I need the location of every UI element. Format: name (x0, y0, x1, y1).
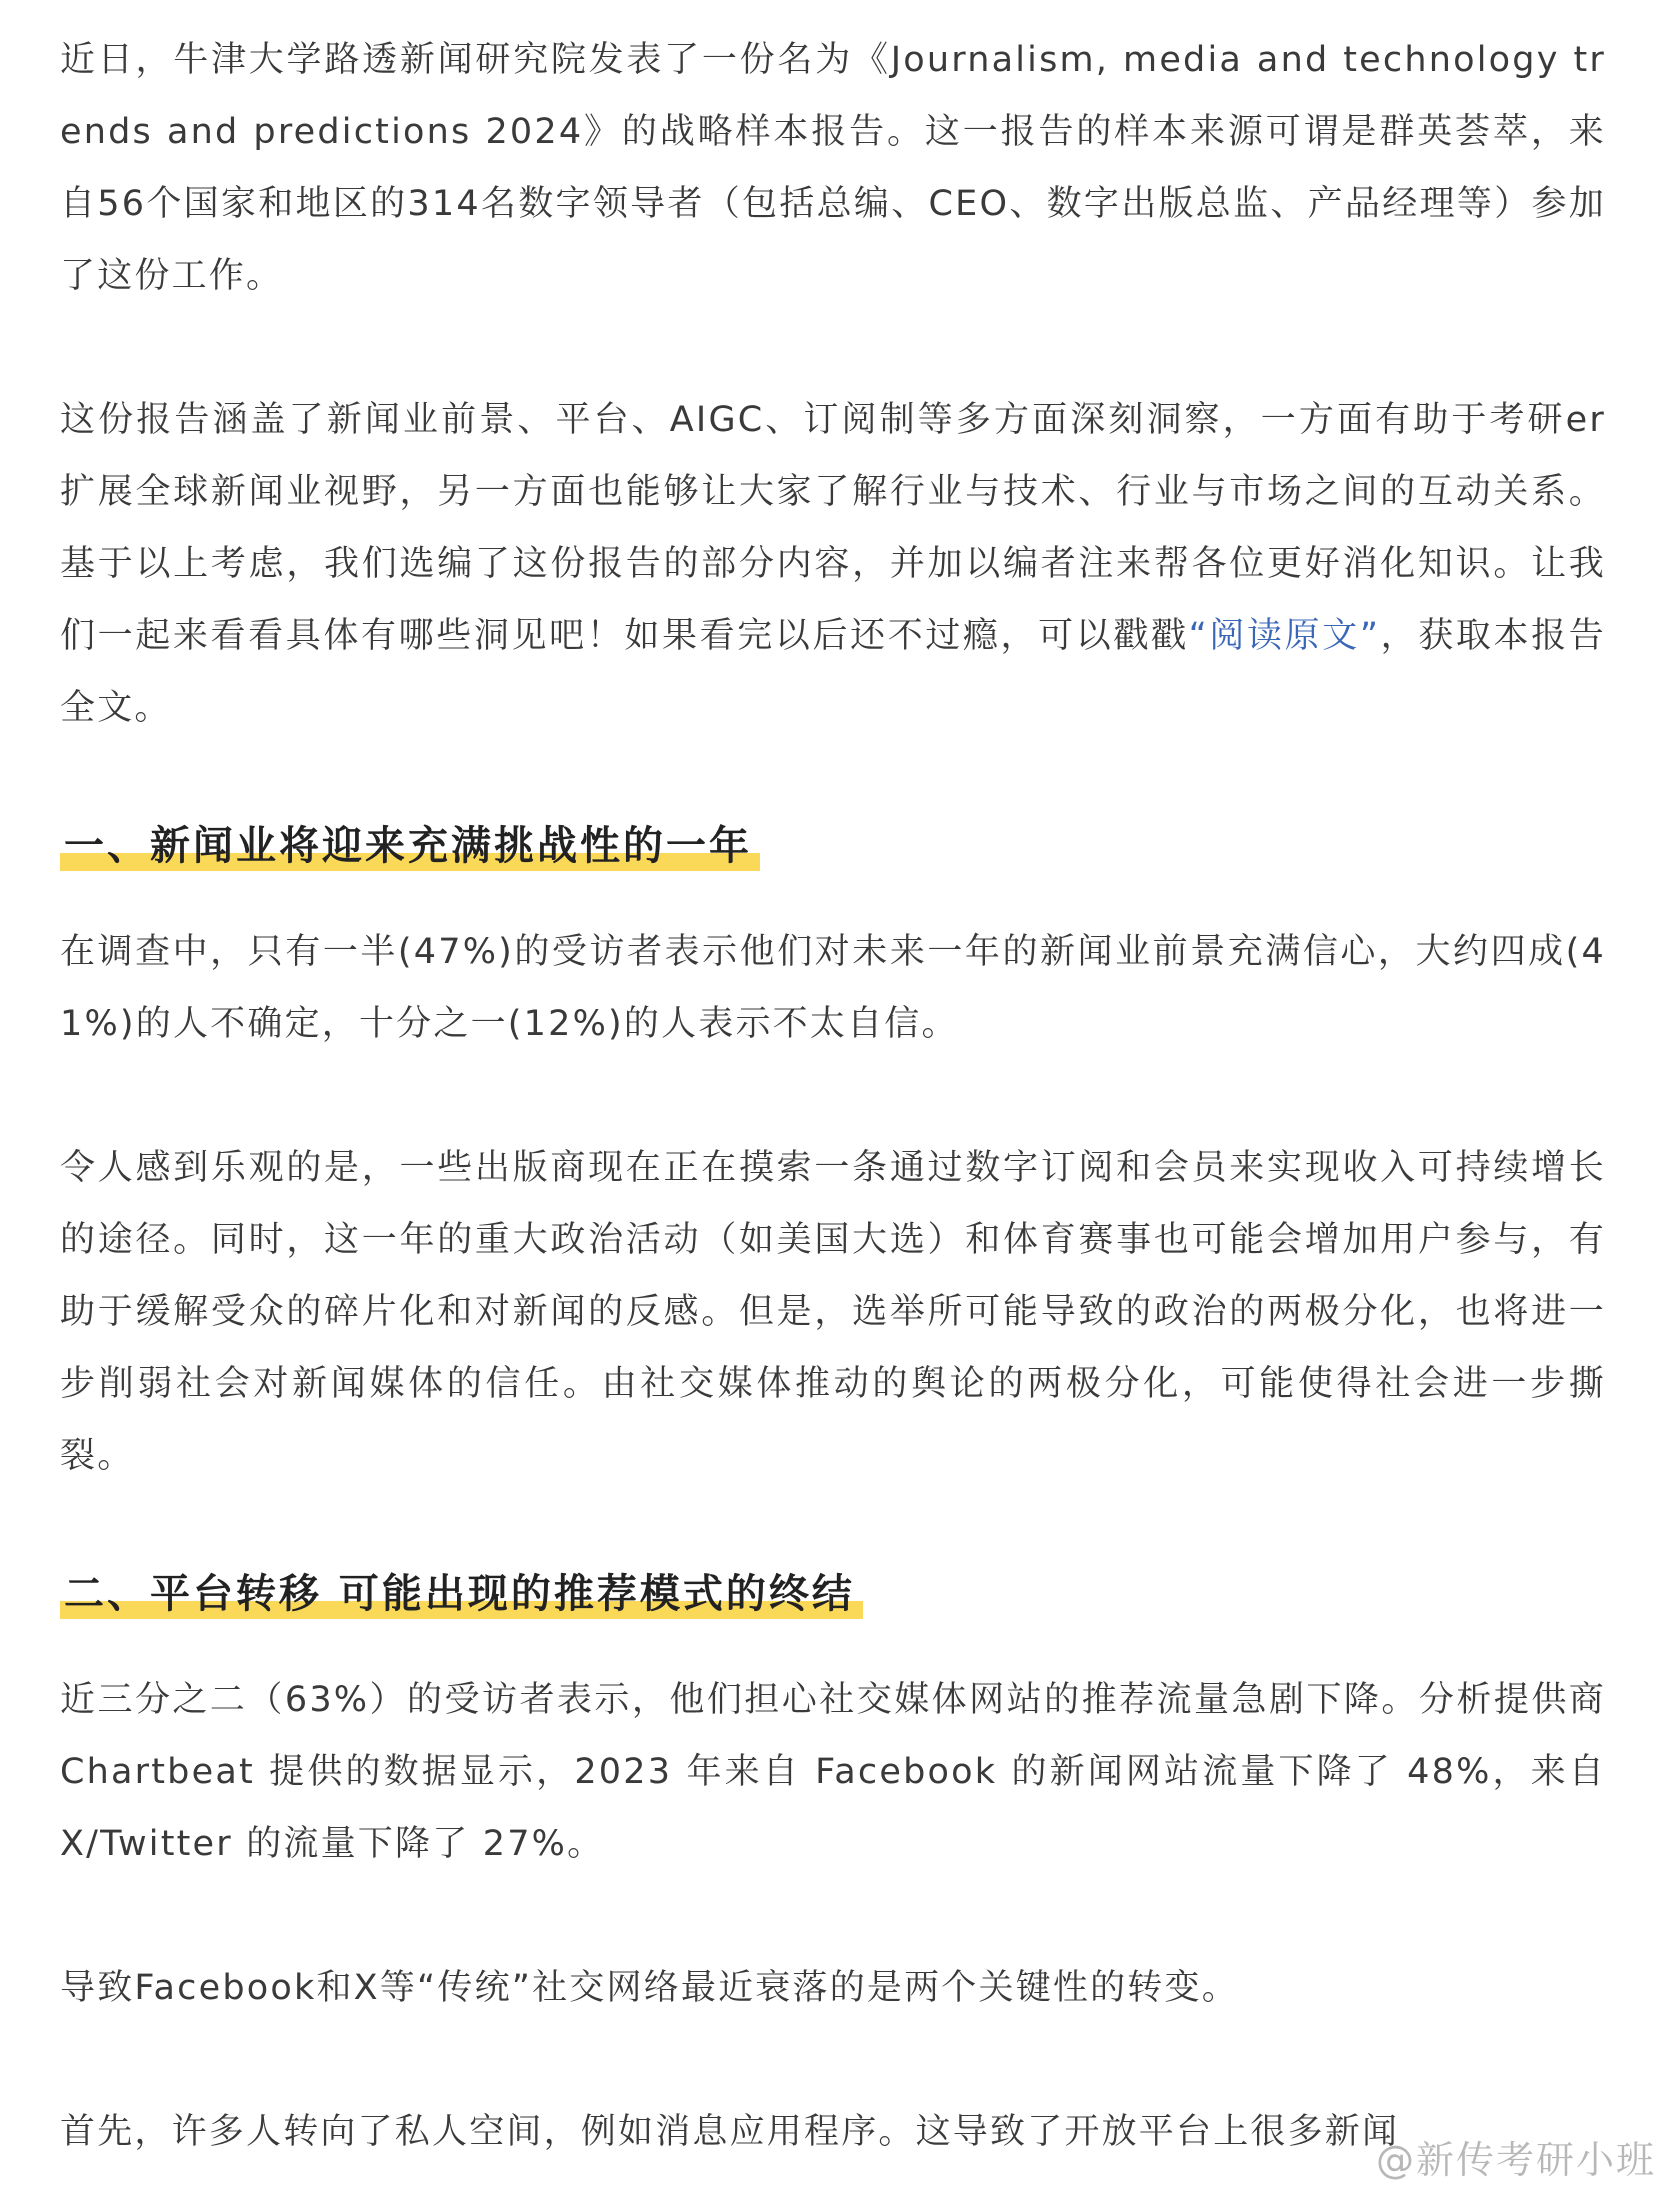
section-heading-2: 二、平台转移 可能出现的推荐模式的终结 (60, 1564, 863, 1624)
watermark: @新传考研小班 (1375, 2138, 1656, 2182)
paragraph-shift: 导致Facebook和X等“传统”社交网络最近衰落的是两个关键性的转变。 (60, 1968, 1239, 2008)
read-original-link[interactable]: “阅读原文” (1188, 616, 1381, 656)
paragraph-optimism: 令人感到乐观的是，一些出版商现在正在摸索一条通过数字订阅和会员来实现收入可持续增长的途径。同时，这一年的重大政治活动（如美国大选）和体育赛事也可能会增加用户参与，有助于缓解受众的碎片化和对新闻的反感。但是，选举所可能导致的政治的两极分化，也将进一步削弱社会对新闻媒体的信任。由社交媒体推动的舆论的两极分化，可能使得社会进一步撕裂。 (60, 1148, 1606, 1476)
article-body (60, 24, 1606, 2168)
paragraph-overview (60, 384, 1606, 744)
paragraph-intro: 近日，牛津大学路透新闻研究院发表了一份名为《Journalism, media and technology trends and predictions 2024》的战略样本报告。这一报告的样本来源可谓是群英荟萃，来自56个国家和地区的314名数字领导者（包括总编、CEO、数字出版总监、产品经理等）参加了这份工作。 (60, 40, 1606, 296)
paragraph-overview-tail: ，获取本报告全文。 (60, 616, 1606, 728)
section-heading-2-wrap (60, 1564, 1606, 1624)
paragraph-survey: 在调查中，只有一半(47%)的受访者表示他们对未来一年的新闻业前景充满信心，大约四成(41%)的人不确定，十分之一(12%)的人表示不太自信。 (60, 932, 1606, 1044)
paragraph-overview-text: 这份报告涵盖了新闻业前景、平台、AIGC、订阅制等多方面深刻洞察，一方面有助于考研er扩展全球新闻业视野，另一方面也能够让大家了解行业与技术、行业与市场之间的互动关系。基于以上考虑，我们选编了这份报告的部分内容，并加以编者注来帮各位更好消化知识。让我们一起来看看具体有哪些洞见吧！如果看完以后还不过瘾，可以戳戳 (60, 400, 1606, 656)
paragraph-traffic: 近三分之二（63%）的受访者表示，他们担心社交媒体网站的推荐流量急剧下降。分析提供商 Chartbeat 提供的数据显示，2023 年来自 Facebook 的新闻网站流量下降了 48%，来自 X/Twitter 的流量下降了 27%。 (60, 1680, 1606, 1864)
section-heading-1-wrap (60, 816, 1606, 876)
paragraph-first: 首先，许多人转向了私人空间，例如消息应用程序。这导致了开放平台上很多新闻 (60, 2112, 1400, 2152)
section-heading-1: 一、新闻业将迎来充满挑战性的一年 (60, 816, 760, 876)
